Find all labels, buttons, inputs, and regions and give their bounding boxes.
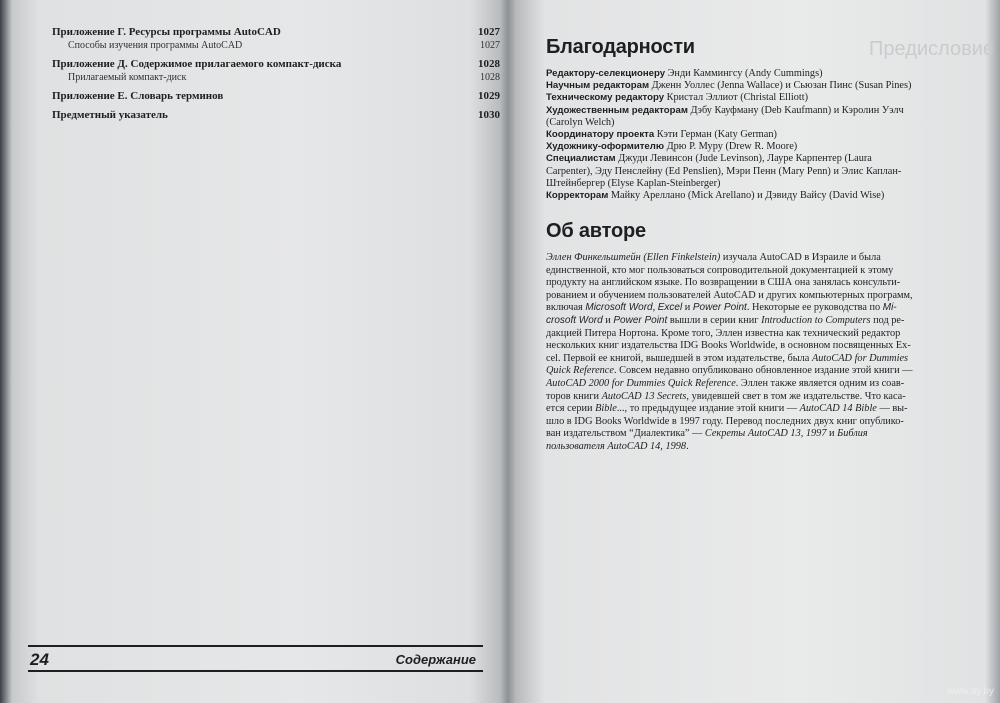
left-page: [18, 0, 498, 703]
text-run: Дэбу Кауфману (Deb Kaufmann) и Кэролин Уэлч: [687, 104, 904, 116]
role-label: Художественным редакторам: [546, 104, 688, 116]
text-run: и: [682, 302, 693, 314]
text-run: Quick Reference: [546, 365, 614, 377]
text-run: ван издательством “Диалектика” —: [546, 428, 705, 440]
text-run: — вы-: [876, 403, 908, 415]
text-run: Штейнбергер (Elyse Kaplan-Steinberger): [546, 177, 721, 189]
toc-entry: [52, 90, 500, 103]
text-run: и: [826, 428, 838, 440]
text-run: Дрю Р. Муру (Drew R. Moore): [664, 141, 798, 153]
text-run: Майку Ареллано (Mick Arellano) и Дэвиду Вайсу (David Wise): [608, 190, 885, 202]
text-line: [546, 252, 916, 265]
text-run: Bible: [595, 403, 617, 415]
text-run: Power Point: [613, 314, 668, 326]
acknowledgements-text: [546, 68, 916, 202]
text-run: AutoCAD for Dummies: [811, 352, 909, 364]
text-line: [546, 302, 916, 315]
text-run: рованием и обучением пользователей AutoCAD и других компьютерных программ,: [546, 289, 913, 301]
text-run: ется серии: [546, 403, 596, 415]
text-run: Carpenter), Эду Пенслейну (Ed Penslien), Мэри Пенн (Mary Penn) и Элис Каплан-: [546, 165, 902, 177]
toc-entry-title: Приложение Е. Словарь терминов: [52, 90, 224, 102]
text-run: Эллен Финкельштейн (Ellen Finkelstein): [546, 252, 721, 263]
text-line: [546, 68, 916, 80]
text-line: [546, 315, 916, 328]
text-line: [546, 428, 916, 441]
text-run: изучала AutoCAD в Израиле и была: [720, 252, 881, 263]
text-run: Excel: [657, 302, 683, 314]
text-line: [546, 403, 916, 416]
text-line: [546, 166, 916, 178]
text-run: пользователя AutoCAD 14, 1998: [546, 440, 687, 452]
text-line: [546, 153, 916, 165]
text-line: [546, 277, 916, 290]
text-line: [546, 328, 916, 341]
text-run: crosoft Word: [546, 314, 603, 326]
toc-entry: [52, 58, 500, 71]
toc-entry-title: Предметный указатель: [52, 109, 168, 121]
text-run: .: [686, 440, 689, 452]
text-run: Дженн Уоллес (Jenna Wallace) и Сьюзан Пинс (Susan Pines): [649, 80, 912, 92]
text-run: включая: [546, 302, 586, 314]
toc-entry: [52, 26, 500, 39]
text-line: [546, 391, 916, 404]
text-run: торов книги: [546, 390, 602, 402]
toc-entry-title: Приложение Д. Содержимое прилагаемого компакт-диска: [52, 58, 342, 70]
text-run: дакцией Питера Нортона. Кроме того, Эллен известна как технический редактор: [546, 327, 901, 339]
role-label: Художнику-оформителю: [546, 141, 665, 153]
text-run: ..., то предыдущее издание этой книги —: [616, 403, 800, 415]
text-run: (Carolyn Welch): [546, 116, 615, 128]
toc-entry: [52, 71, 500, 84]
text-run: Кристал Эллиот (Christal Elliott): [664, 92, 809, 104]
text-line: [546, 92, 916, 104]
toc-entry: [52, 109, 500, 122]
role-label: Специалистам: [546, 153, 616, 165]
text-run: ,: [652, 302, 658, 314]
toc-entry-page: 1030: [478, 109, 500, 121]
text-run: . Эллен также является одним из соав-: [735, 377, 905, 389]
text-run: AutoCAD 13 Secrets: [601, 390, 687, 402]
text-run: Introduction to Computers: [761, 314, 871, 326]
page-number: 24: [30, 650, 49, 669]
text-run: . Некоторые ее руководства по: [746, 302, 883, 314]
text-line: [546, 290, 916, 303]
text-line: [546, 441, 916, 454]
text-run: и: [602, 314, 614, 326]
text-line: [546, 378, 916, 391]
text-run: единственной, кто мог пользоваться сопроводительной документацией к этому: [546, 264, 894, 276]
text-line: [546, 265, 916, 278]
about-author-heading: Об авторе: [546, 220, 646, 242]
running-head: Содержание: [395, 652, 476, 667]
text-run: Microsoft Word: [585, 302, 653, 314]
show-through-heading: Предисловие: [869, 38, 994, 60]
about-author-text: [546, 252, 916, 454]
text-run: AutoCAD 2000 for Dummies Quick Reference: [546, 377, 736, 389]
footer-rule-top: [28, 645, 483, 647]
role-label: Научным редакторам: [546, 80, 650, 92]
text-run: продукту на английском языке. По возвращении в США она занялась консульти-: [546, 277, 901, 289]
text-line: [546, 190, 916, 202]
toc-entry-title: Приложение Г. Ресурсы программы AutoCAD: [52, 26, 281, 38]
text-line: [546, 105, 916, 117]
text-run: Кэти Герман (Katy German): [654, 129, 777, 141]
acknowledgements-heading: Благодарности: [546, 36, 695, 58]
toc-entry: [52, 39, 500, 52]
toc-entry-title: Прилагаемый компакт-диск: [68, 72, 187, 83]
text-line: [546, 353, 916, 366]
text-run: Mi-: [882, 302, 897, 314]
watermark: www.ay.by: [946, 686, 994, 697]
text-line: [546, 178, 916, 190]
text-run: Энди Каммингсу (Andy Cummings): [665, 68, 823, 79]
text-line: [546, 141, 916, 153]
text-run: Джуди Левинсон (Jude Levinson), Лауре Карпентер (Laura: [615, 153, 872, 165]
role-label: Корректорам: [546, 190, 609, 202]
text-run: шло в IDG Books Worldwide в 1997 году. Перевод последних двух книг опублико-: [546, 415, 904, 427]
role-label: Техническому редактору: [546, 92, 665, 104]
toc-entry-page: 1027: [478, 26, 500, 38]
toc-entry-page: 1028: [478, 58, 500, 70]
text-line: [546, 340, 916, 353]
text-run: под ре-: [870, 314, 905, 326]
text-run: AutoCAD 14 Bible: [799, 403, 877, 415]
text-run: нескольких книг издательства IDG Books Worldwide, в основном посвященных Ex-: [546, 340, 911, 352]
toc-entry-page: 1028: [480, 72, 500, 83]
footer-rule-bottom: [28, 670, 483, 672]
text-run: Библия: [837, 428, 868, 440]
table-of-contents: [52, 26, 500, 122]
toc-entry-page: 1029: [478, 90, 500, 102]
text-line: [546, 129, 916, 141]
text-line: [546, 416, 916, 429]
text-run: Секреты AutoCAD 13, 1997: [704, 428, 827, 440]
text-run: вышли в серии книг: [667, 314, 762, 326]
text-line: [546, 80, 916, 92]
text-run: , увидевшей свет в том же издательстве. Что каса-: [686, 390, 906, 402]
text-line: [546, 365, 916, 378]
text-run: . Совсем недавно опубликовано обновленное издание этой книги —: [613, 365, 913, 377]
toc-entry-page: 1027: [480, 40, 500, 51]
right-page: [518, 0, 988, 703]
toc-entry-title: Способы изучения программы AutoCAD: [68, 40, 243, 51]
role-label: Редактору-селекционеру: [546, 68, 666, 79]
role-label: Координатору проекта: [546, 129, 655, 141]
text-run: Power Point: [692, 302, 747, 314]
text-run: cel. Первой ее книгой, вышедшей в этом издательстве, была: [546, 352, 812, 364]
text-line: [546, 117, 916, 129]
